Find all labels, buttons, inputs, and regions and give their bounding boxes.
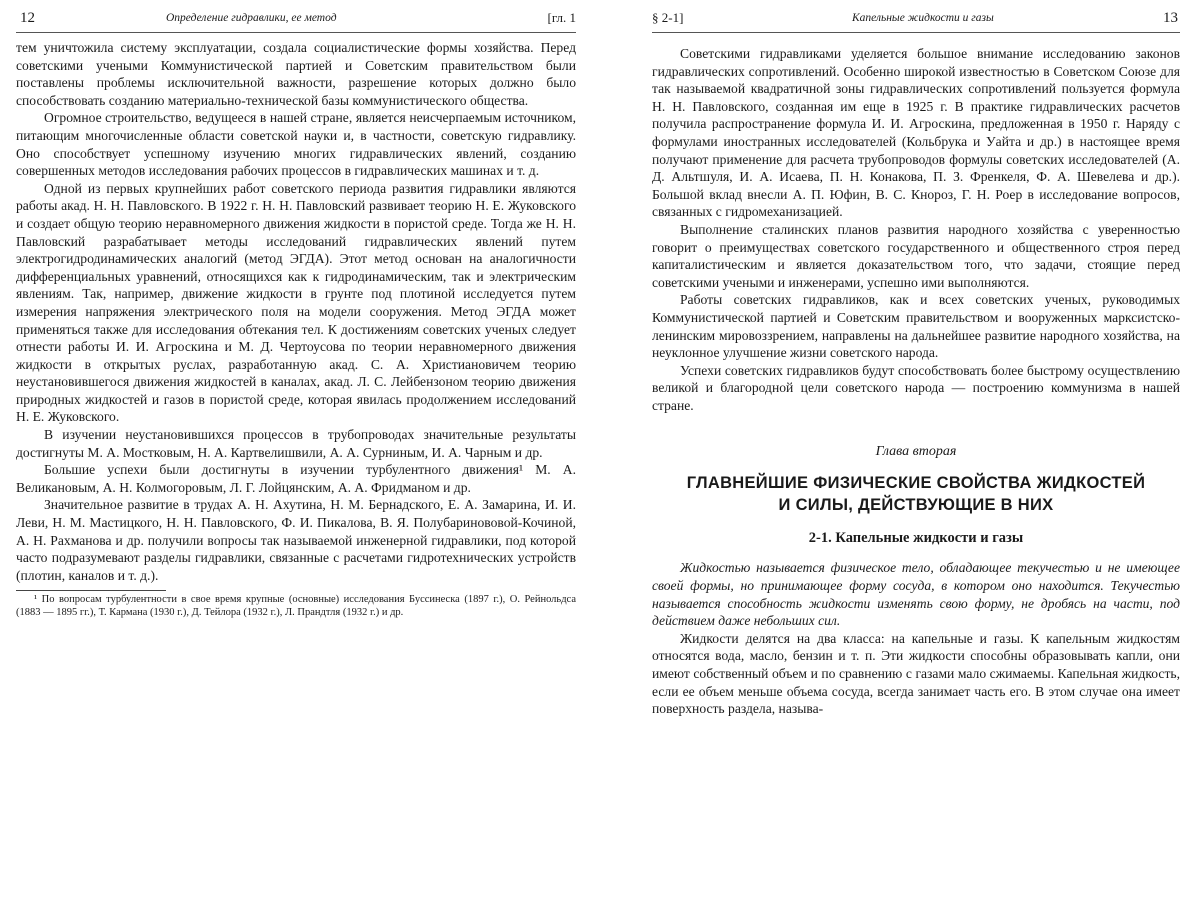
definition-paragraph: Жидкостью называется физическое тело, обладающее текучестью и не имеющее своей формы, но принимающее форму сосуда, в котором оно находится. Текучестью называется способность жидкости изменять свою форму, не дробясь на части, под действием даже небольших сил. [652, 560, 1180, 629]
right-section-ref: § 2-1] [652, 10, 684, 25]
right-page [652, 0, 1180, 902]
paragraph: Успехи советских гидравликов будут способствовать более быстрому осуществлению великой и благородной цели советского народа — построению коммунизма в нашей стране. [652, 362, 1180, 413]
paragraph: Значительное развитие в трудах А. Н. Ахутина, Н. М. Бернадского, Е. А. Замарина, И. И. Леви, Н. М. Мастицкого, Н. Н. Павловского, Ф. И. Пикалова, В. Я. Полубаринововой-Кочиной, А. Н. Рахманова и др. получили вопросы так называемой инженерной гидравлики, под которой часто подразумевают разделы гидравлики, связанные с расчетами гидротехнических устройств (плотин, каналов и т. д.). [16, 497, 576, 583]
left-body-text [16, 39, 576, 584]
left-page-number: 12 [20, 10, 35, 26]
left-page-header [16, 6, 576, 33]
paragraph: Работы советских гидравликов, как и всех советских ученых, руководимых Коммунистической партией и Советским правительством и вооруженных марксистско-ленинским мировоззрением, направлены на дальнейшее развитие народного хозяйства, на неуклонное улучшение жизни советского народа. [652, 292, 1180, 361]
right-body-text [652, 45, 1180, 414]
paragraph: Большие успехи были достигнуты в изучении турбулентного движения¹ М. А. Великановым, А. Н. Колмогоровым, Л. Г. Лойцянским, А. А. Фридманом и др. [16, 462, 576, 495]
chapter-title-line: ГЛАВНЕЙШИЕ ФИЗИЧЕСКИЕ СВОЙСТВА ЖИДКОСТЕЙ [686, 474, 1146, 493]
right-body-text-2 [652, 630, 1180, 718]
left-running-title: Определение гидравлики, ее метод [166, 12, 337, 24]
chapter-title-line: И СИЛЫ, ДЕЙСТВУЮЩИЕ В НИХ [778, 496, 1054, 515]
chapter-title [652, 472, 1180, 516]
paragraph: Одной из первых крупнейших работ советского периода развития гидравлики являются работы акад. Н. Н. Павловского. В 1922 г. Н. Н. Павловский развивает теорию Н. Е. Жуковского и создает общую теорию неравномерного движения жидкости в пористой среде. Тогда же Н. Н. Павловский разрабатывает методы исследований гидравлических явлений путем электрогидродинамических аналогий (метод ЭГДА). Этот метод основан на аналогичности дифференциальных уравнений, относящихся как к гидродинамическим, так и электрическим явлениям. Так, например, движение жидкости в грунте под плотиной исследуется путем измерения напряжения электрического поля на модели сооружения. Метод ЭГДА может применяться также для исследования обтекания тел. К достижениям советских ученых следует отнести работы И. И. Агроскина и М. Д. Чертоусова по теории неравномерного движения жидкости в открытых руслах, разработанную акад. С. А. Христиановичем теорию неустановившегося движения жидкостей в каналах, акад. Л. С. Лейбензоном теорию движения природных жидкостей и газов в пористой среде, которая явилась продолжением исследований Н. Е. Жуковского. [16, 180, 576, 425]
paragraph: Жидкости делятся на два класса: на капельные и газы. К капельным жидкостям относятся вода, масло, бензин и т. п. Эти жидкости способны образовывать капли, они имеют собственный объем и по сравнению с газами мало сжимаемы. Капельная жидкость, если ее объем меньше объема сосуда, всегда занимает часть его. В этом случае она имеет поверхность раздела, называ- [652, 630, 1180, 717]
right-page-header [652, 6, 1180, 33]
paragraph: тем уничтожила систему эксплуатации, создала социалистические формы хозяйства. Перед советскими учеными Коммунистической партией и Советским правительством были поставлены проблемы исключительной важности, разрешение которых должно было способствовать созданию материально-технической базы коммунистического общества. [16, 40, 576, 108]
left-page [16, 0, 576, 902]
definition-block [652, 559, 1180, 629]
section-title: 2-1. Капельные жидкости и газы [808, 530, 1024, 547]
left-chapter-ref: [гл. 1 [547, 10, 576, 25]
footnote-divider [16, 590, 166, 591]
paragraph: Огромное строительство, ведущееся в нашей стране, является неисчерпаемым источником, питающим многочисленные области советской науки и, в частности, советскую гидравлику. Оно способствует успешному изучению многих гидравлических явлений, созданию совершенных методов исследования рабочих процессов в гидравлических машинах и т. д. [16, 110, 576, 179]
paragraph: Советскими гидравликами уделяется большое внимание исследованию законов гидравлических сопротивлений. Особенно широкой известностью в Советском Союзе для так называемой квадратичной зоны гидравлических сопротивлений пользуется формула Н. Н. Павловского, созданная им еще в 1925 г. В практике гидравлических расчетов получила распространение формула И. И. Агроскина, предложенная в 1950 г. Наряду с формулами иностранных исследователей (Кольбрука и Уайта и др.) в настоящее время получают применение для расчета трубопроводов формулы советских исследователей (А. Д. Альтшуля, И. А. Исаева, П. Н. Конакова, П. З. Френкеля, Ф. А. Шевелева и др.). Большой вклад внесли А. П. Юфин, В. С. Кнороз, Г. Н. Роер в исследование вопросов, связанных с гидромеханизацией. [652, 46, 1180, 220]
right-running-title: Капельные жидкости и газы [852, 12, 994, 24]
paragraph: Выполнение сталинских планов развития народного хозяйства с уверенностью говорит о преимуществах советского государственного и общественного строя перед капиталистическим и является доказательством того, что задачи, стоящие перед советскими учеными и инженерами, успешно ими выполняются. [652, 221, 1180, 290]
right-page-number: 13 [1163, 10, 1178, 26]
chapter-label: Глава вторая [875, 444, 957, 460]
footnote: ¹ По вопросам турбулентности в свое время крупные (основные) исследования Буссинеска (1897 г.), О. Рейнольдса (1883 — 1895 гг.), Т. Кармана (1930 г.), Д. Тейлора (1932 г.), Л. Прандтля (1932 г.) и др. [16, 594, 576, 619]
paragraph: В изучении неустановившихся процессов в трубопроводах значительные результаты достигнуты М. А. Мостковым, Н. А. Картвелишвили, А. А. Сурниным, И. А. Чарным и др. [16, 427, 576, 460]
